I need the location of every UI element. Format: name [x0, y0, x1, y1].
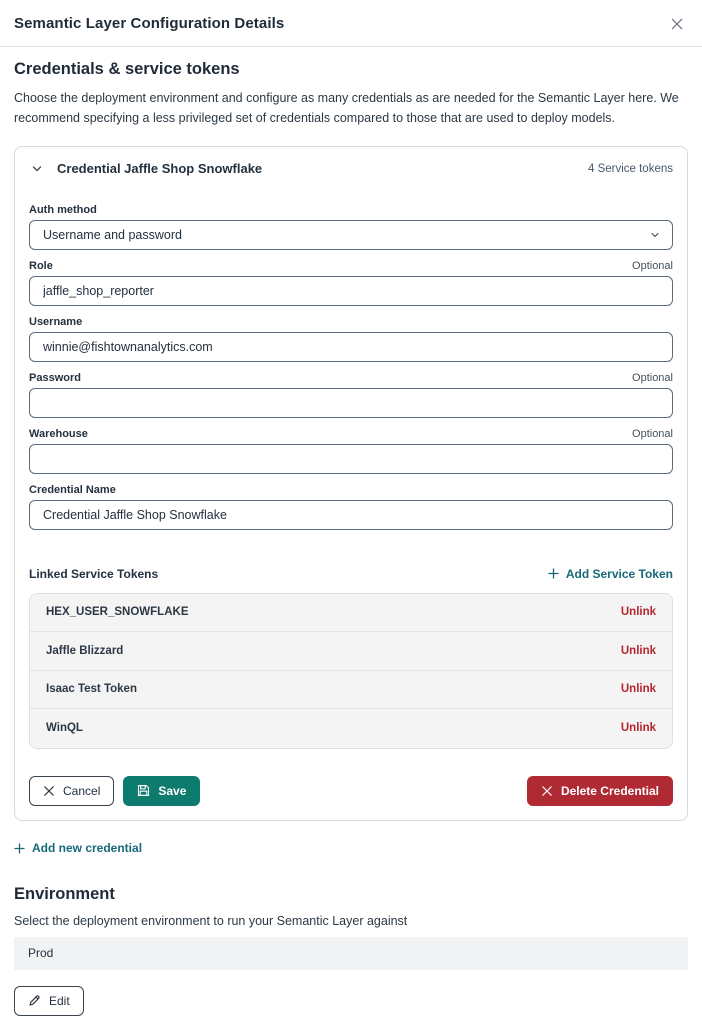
delete-credential-button[interactable]: Delete Credential — [527, 776, 673, 806]
add-new-credential-button[interactable]: Add new credential — [14, 841, 142, 855]
username-label: Username — [29, 315, 83, 328]
warehouse-label: Warehouse — [29, 427, 88, 440]
token-name: WinQL — [46, 722, 83, 735]
plus-icon — [548, 568, 559, 579]
edit-environment-button[interactable]: Edit — [14, 986, 84, 1016]
password-input[interactable] — [29, 388, 673, 418]
warehouse-input[interactable] — [29, 444, 673, 474]
token-name: Isaac Test Token — [46, 683, 137, 696]
environment-description: Select the deployment environment to run your Semantic Layer against — [14, 913, 408, 928]
credentials-section-heading: Credentials & service tokens — [14, 60, 240, 78]
warehouse-field — [29, 428, 673, 474]
cancel-button[interactable]: Cancel — [29, 776, 114, 806]
select-chevron-icon — [650, 230, 660, 240]
role-field — [29, 260, 673, 306]
username-field — [29, 316, 673, 362]
auth-method-select[interactable] — [29, 220, 673, 250]
token-name: Jaffle Blizzard — [46, 644, 124, 657]
environment-value-bar — [14, 937, 688, 970]
token-row — [30, 671, 672, 710]
username-input[interactable] — [29, 332, 673, 362]
role-input[interactable] — [29, 276, 673, 306]
unlink-button[interactable]: Unlink — [620, 644, 656, 657]
close-button[interactable] — [668, 15, 686, 33]
warehouse-optional-tag: Optional — [632, 427, 673, 440]
pencil-icon — [28, 994, 41, 1007]
close-icon — [541, 785, 553, 797]
save-button[interactable]: Save — [123, 776, 200, 806]
unlink-button[interactable]: Unlink — [620, 722, 656, 735]
close-icon — [670, 17, 684, 31]
credential-form — [29, 204, 673, 530]
service-token-list — [29, 593, 673, 749]
credential-name-label: Credential Name — [29, 483, 116, 496]
auth-method-field — [29, 204, 673, 250]
chevron-down-icon — [31, 163, 43, 175]
token-row — [30, 709, 672, 748]
credentials-section-description: Choose the deployment environment and configure as many credentials as are needed for the Semantic Layer here. We recommend specifying a less privileged set of credentials compared to those that are used to deploy models. — [14, 91, 679, 126]
credential-card-title: Credential Jaffle Shop Snowflake — [57, 161, 263, 176]
environment-selected-value: Prod — [28, 946, 54, 960]
service-token-count: 4 Service tokens — [587, 162, 673, 175]
credential-name-field — [29, 484, 673, 530]
linked-tokens-header — [29, 567, 673, 581]
unlink-button[interactable]: Unlink — [620, 606, 656, 619]
role-label: Role — [29, 259, 53, 272]
auth-method-label: Auth method — [29, 203, 97, 216]
password-optional-tag: Optional — [632, 371, 673, 384]
password-label: Password — [29, 371, 81, 384]
close-icon — [43, 785, 55, 797]
credential-name-input[interactable] — [29, 500, 673, 530]
auth-method-selected-value: Username and password — [43, 227, 182, 242]
add-service-token-button[interactable]: Add Service Token — [548, 567, 673, 581]
save-icon — [137, 784, 150, 797]
token-row — [30, 594, 672, 633]
environment-heading: Environment — [14, 884, 115, 903]
password-field — [29, 372, 673, 418]
credential-card-header — [29, 161, 673, 177]
linked-tokens-heading: Linked Service Tokens — [29, 566, 159, 581]
add-credential-row — [14, 841, 688, 859]
collapse-credential-button[interactable] — [29, 161, 45, 177]
role-optional-tag: Optional — [632, 259, 673, 272]
plus-icon — [14, 843, 25, 854]
modal-title: Semantic Layer Configuration Details — [14, 15, 285, 32]
credential-actions — [29, 776, 673, 806]
credential-card — [14, 146, 688, 821]
unlink-button[interactable]: Unlink — [620, 683, 656, 696]
token-name: HEX_USER_SNOWFLAKE — [46, 606, 189, 619]
modal-header — [0, 0, 702, 47]
token-row — [30, 632, 672, 671]
